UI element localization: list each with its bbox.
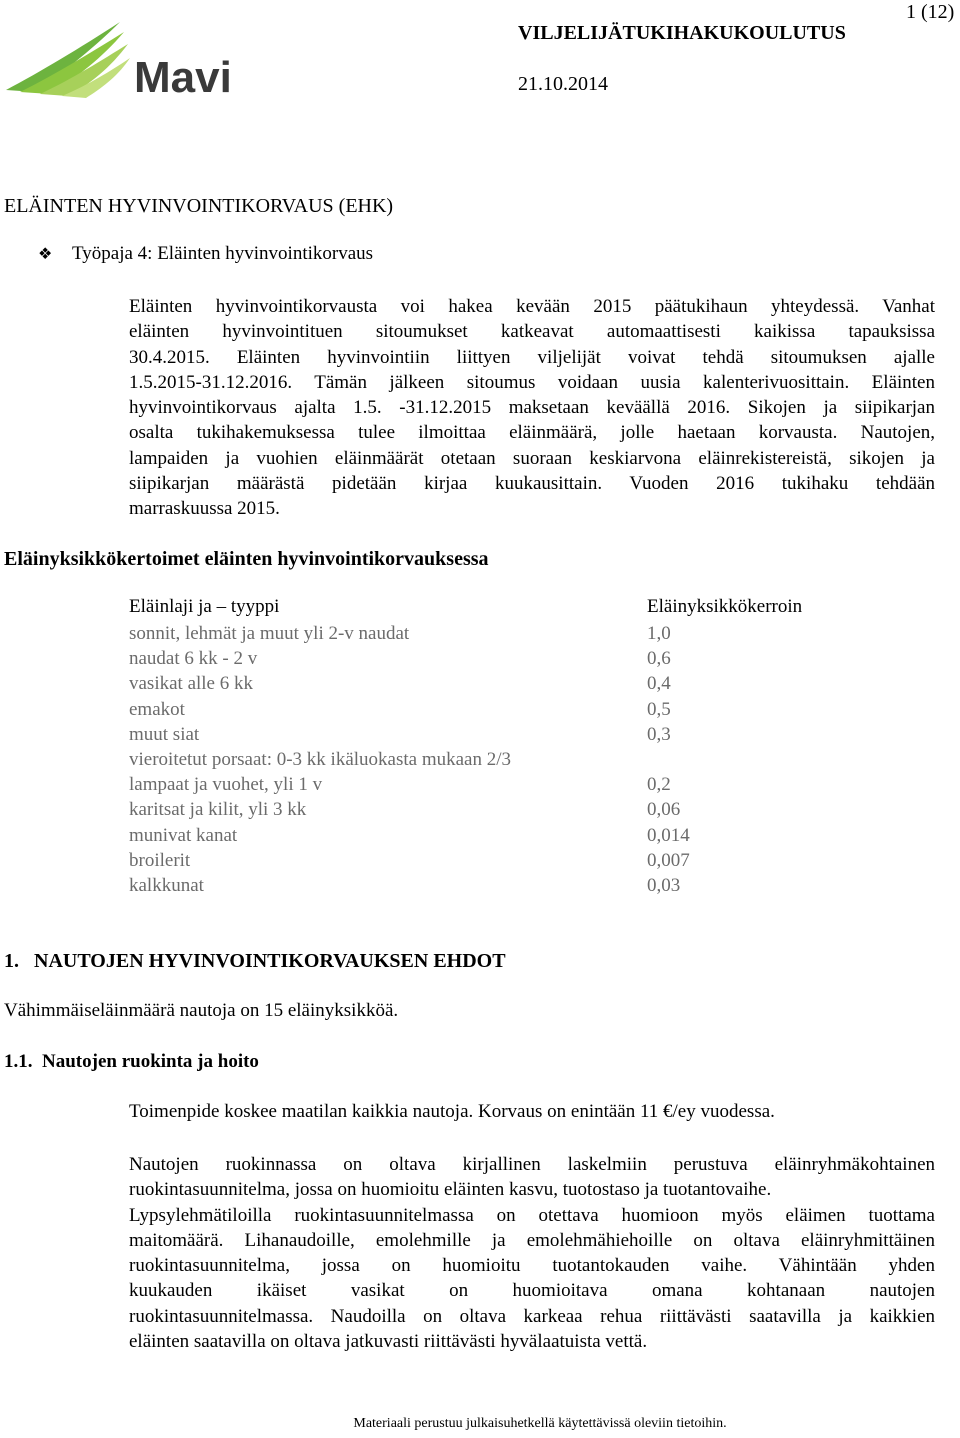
diamond-bullet-icon: ❖	[38, 244, 53, 263]
coef-table	[129, 596, 849, 900]
paragraph-line: Nautojen ruokinnassa on oltava kirjallinen laskelmiin perustuva eläinryhmäkohtainen	[129, 1154, 935, 1175]
mavi-leaf-icon	[0, 14, 240, 98]
paragraph-line: marraskuussa 2015.	[129, 498, 280, 520]
cell-type: lampaat ja vuohet, yli 1 v	[129, 774, 323, 796]
paragraph-line: lampaiden ja vuohien eläinmäärät otetaan suoraan keskiarvona eläinrekistereistä, sikojen ja	[129, 447, 935, 469]
cell-type: vasikat alle 6 kk	[129, 673, 253, 695]
paragraph-line: ruokintasuunnitelma, jossa on huomioitu tuotantokauden vaihe. Vähintään yhden	[129, 1255, 935, 1277]
paragraph-line: siipikarjan määrästä pidetään kirjaa kuukausittain. Vuoden 2016 tukihaku tehdään	[129, 473, 935, 495]
section-title: NAUTOJEN HYVINVOINTIKORVAUKSEN EHDOT	[34, 950, 506, 972]
mavi-logo	[0, 14, 240, 98]
table-row	[129, 648, 849, 673]
main-heading: ELÄINTEN HYVINVOINTIKORVAUS (EHK)	[4, 195, 394, 217]
paragraph-line: ruokintasuunnitelmassa. Naudoilla on oltava karkeaa rehua riittävästi saatavilla ja kaikkien	[129, 1305, 935, 1327]
paragraph-line: hyvinvointikorvaus ajalta 1.5. -31.12.2015 maksetaan keväällä 2016. Sikojen ja siipikarjan	[129, 397, 935, 419]
cell-type: vieroitetut porsaat: 0-3 kk ikäluokasta mukaan 2/3	[129, 748, 512, 770]
table-row	[129, 799, 849, 824]
table-row	[129, 673, 849, 698]
section-1-1-heading	[4, 1051, 259, 1073]
paragraph-line: 30.4.2015. Eläinten hyvinvointiin liittyen viljelijät voivat tehdä sitoumuksen ajalle	[129, 346, 935, 368]
cell-type: karitsat ja kilit, yli 3 kk	[129, 799, 307, 821]
paragraph-line: 1.5.2015-31.12.2016. Tämän jälkeen sitoumus voidaan uusia kalenterivuosittain. Eläinten	[129, 371, 935, 393]
table-row	[129, 699, 849, 724]
min-animal-text: Vähimmäiseläinmäärä nautoja on 15 eläinyksikköä.	[4, 1000, 399, 1021]
section-1-heading	[4, 950, 506, 973]
feeding-paragraph	[129, 1152, 935, 1354]
cell-coef: 0,014	[647, 824, 690, 846]
section-number: 1.1.	[4, 1051, 33, 1072]
paragraph-line: Eläinten hyvinvointikorvausta voi hakea kevään 2015 päätukihaun yhteydessä. Vanhat	[129, 296, 935, 317]
page-number: 1 (12)	[906, 1, 955, 23]
document-title: VILJELIJÄTUKIHAKUKOULUTUS	[518, 22, 846, 44]
logo-wordmark: Mavi	[134, 53, 232, 98]
bullet-item	[38, 243, 373, 265]
table-row	[129, 825, 849, 850]
paragraph-line: eläinten hyvinvointituen sitoumukset katkeavat automaattisesti kaikissa tapauksissa	[129, 321, 935, 343]
paragraph-line: Lypsylehmätiloilla ruokintasuunnitelmassa on otettava huomioon myös eläimen tuottama	[129, 1204, 935, 1226]
measure-text: Toimenpide koskee maatilan kaikkia nautoja. Korvaus on enintään 11 €/ey vuodessa.	[129, 1101, 775, 1122]
document-date: 21.10.2014	[518, 73, 608, 95]
table-row	[129, 724, 849, 749]
cell-coef: 1,0	[647, 623, 671, 644]
cell-type: emakot	[129, 698, 185, 720]
header-cell-coef: Eläinyksikkökerroin	[647, 596, 803, 617]
paragraph-line: osalta tukihakemuksessa tulee ilmoittaa eläinmäärä, jolle haetaan korvausta. Nautojen,	[129, 422, 935, 444]
cell-type: naudat 6 kk - 2 v	[129, 648, 258, 670]
paragraph-line: eläinten saatavilla on oltava jatkuvasti riittävästi hyvälaatuista vettä.	[129, 1331, 648, 1353]
paragraph-line: maitomäärä. Lihanaudoille, emolehmille ja emolehmähiehoille on oltava eläinryhmittäinen	[129, 1229, 935, 1251]
cell-coef: 0,6	[647, 648, 671, 670]
section-number: 1.	[4, 950, 19, 972]
cell-type: muut siat	[129, 723, 200, 745]
header-cell-type: Eläinlaji ja – tyyppi	[129, 596, 280, 617]
cell-coef: 0,03	[647, 874, 681, 896]
table-header-row	[129, 596, 849, 623]
table-row	[129, 850, 849, 875]
section-title: Nautojen ruokinta ja hoito	[42, 1051, 259, 1072]
paragraph-line: kuukauden ikäiset vasikat on huomioitava omana kohtanaan nautojen	[129, 1280, 935, 1302]
paragraph-line: ruokintasuunnitelma, jossa on huomioitu eläinten kasvu, tuotostaso ja tuotantovaihe.	[129, 1179, 772, 1201]
cell-type: broilerit	[129, 849, 191, 871]
table-row	[129, 875, 849, 900]
cell-type: sonnit, lehmät ja muut yli 2-v naudat	[129, 623, 410, 644]
cell-coef: 0,4	[647, 673, 671, 695]
cell-coef: 0,5	[647, 698, 671, 720]
footer-text: Materiaali perustuu julkaisuhetkellä käytettävissä oleviin tietoihin.	[353, 1416, 727, 1431]
footer	[0, 1416, 960, 1432]
cell-coef: 0,06	[647, 799, 681, 821]
cell-type: kalkkunat	[129, 874, 204, 896]
coef-heading: Eläinyksikkökertoimet eläinten hyvinvointikorvauksessa	[4, 548, 489, 570]
bullet-text: Työpaja 4: Eläinten hyvinvointikorvaus	[72, 243, 374, 264]
intro-paragraph	[129, 294, 935, 522]
table-row	[129, 749, 849, 774]
table-row	[129, 774, 849, 799]
cell-coef: 0,3	[647, 723, 671, 745]
table-row	[129, 623, 849, 648]
cell-type: munivat kanat	[129, 824, 238, 846]
cell-coef: 0,2	[647, 774, 671, 796]
cell-coef: 0,007	[647, 849, 690, 871]
